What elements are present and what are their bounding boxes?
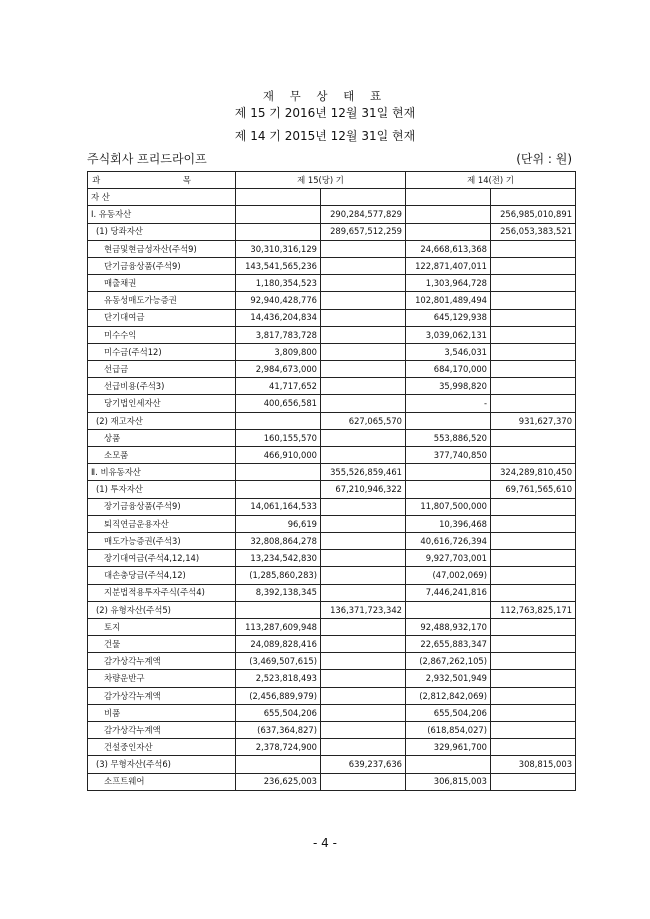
prior-detail-amount: - — [406, 395, 491, 412]
current-subtotal-amount: 289,657,512,259 — [321, 223, 406, 240]
prior-subtotal-amount — [491, 636, 576, 653]
current-detail-amount: 8,392,138,345 — [236, 584, 321, 601]
row-label: 단기대여금 — [88, 309, 236, 326]
current-subtotal-amount — [321, 275, 406, 292]
table-row — [88, 670, 576, 687]
current-subtotal-amount — [321, 584, 406, 601]
table-row — [88, 601, 576, 618]
current-subtotal-amount — [321, 257, 406, 274]
prior-subtotal-amount — [491, 687, 576, 704]
row-label: (1) 당좌자산 — [88, 223, 236, 240]
prior-subtotal-amount — [491, 429, 576, 446]
row-label: 선급금 — [88, 361, 236, 378]
current-subtotal-amount — [321, 636, 406, 653]
statement-title: 재 무 상 태 표 — [262, 89, 388, 103]
current-subtotal-amount — [321, 550, 406, 567]
row-label: 현금및현금성자산(주석9) — [88, 240, 236, 257]
prior-subtotal-amount — [491, 739, 576, 756]
current-detail-amount — [236, 223, 321, 240]
prior-subtotal-amount — [491, 550, 576, 567]
current-subtotal-amount — [321, 240, 406, 257]
prior-detail-amount — [406, 206, 491, 223]
prior-subtotal-amount — [491, 704, 576, 721]
current-subtotal-amount — [321, 343, 406, 360]
table-row — [88, 567, 576, 584]
current-detail-amount: 3,809,800 — [236, 343, 321, 360]
prior-detail-amount: 35,998,820 — [406, 378, 491, 395]
current-detail-amount — [236, 756, 321, 773]
prior-subtotal-amount — [491, 361, 576, 378]
table-row — [88, 722, 576, 739]
row-label: 단기금융상품(주석9) — [88, 257, 236, 274]
row-label: 토지 — [88, 618, 236, 635]
table-row — [88, 343, 576, 360]
current-detail-amount: 92,940,428,776 — [236, 292, 321, 309]
current-detail-amount: 400,656,581 — [236, 395, 321, 412]
prior-subtotal-amount: 324,289,810,450 — [491, 464, 576, 481]
prior-subtotal-amount: 69,761,565,610 — [491, 481, 576, 498]
prior-detail-amount: (2,867,262,105) — [406, 653, 491, 670]
prior-subtotal-amount — [491, 447, 576, 464]
current-detail-amount: 143,541,565,236 — [236, 257, 321, 274]
row-label: 당기법인세자산 — [88, 395, 236, 412]
row-label: (1) 투자자산 — [88, 481, 236, 498]
current-subtotal-amount — [321, 618, 406, 635]
current-subtotal-amount — [321, 309, 406, 326]
row-label: 감가상각누계액 — [88, 653, 236, 670]
prior-subtotal-amount — [491, 773, 576, 790]
current-subtotal-amount: 136,371,723,342 — [321, 601, 406, 618]
table-row — [88, 532, 576, 549]
prior-subtotal-amount — [491, 309, 576, 326]
prior-subtotal-amount — [491, 343, 576, 360]
current-subtotal-amount — [321, 739, 406, 756]
prior-detail-amount — [406, 464, 491, 481]
table-row — [88, 687, 576, 704]
table-row — [88, 395, 576, 412]
table-row — [88, 498, 576, 515]
row-label: 상품 — [88, 429, 236, 446]
table-row — [88, 361, 576, 378]
current-subtotal-amount — [321, 395, 406, 412]
row-label: 비품 — [88, 704, 236, 721]
prior-subtotal-amount — [491, 395, 576, 412]
prior-subtotal-amount: 931,627,370 — [491, 412, 576, 429]
current-detail-amount: 3,817,783,728 — [236, 326, 321, 343]
prior-detail-amount — [406, 481, 491, 498]
prior-subtotal-amount — [491, 240, 576, 257]
table-row — [88, 756, 576, 773]
prior-subtotal-amount — [491, 722, 576, 739]
current-subtotal-amount — [321, 687, 406, 704]
prior-subtotal-amount — [491, 498, 576, 515]
current-period-title: 제 15 기 2016년 12월 31일 현재 — [234, 106, 416, 120]
prior-subtotal-amount — [491, 618, 576, 635]
table-row — [88, 412, 576, 429]
prior-detail-amount: 10,396,468 — [406, 515, 491, 532]
prior-detail-amount: 22,655,883,347 — [406, 636, 491, 653]
current-detail-amount: 2,523,818,493 — [236, 670, 321, 687]
row-label: (2) 재고자산 — [88, 412, 236, 429]
prior-detail-amount: (47,002,069) — [406, 567, 491, 584]
current-detail-amount — [236, 189, 321, 206]
prior-subtotal-amount — [491, 189, 576, 206]
current-subtotal-amount — [321, 429, 406, 446]
row-label: 자 산 — [88, 189, 236, 206]
prior-detail-amount — [406, 412, 491, 429]
table-row — [88, 309, 576, 326]
table-row — [88, 257, 576, 274]
prior-subtotal-amount — [491, 584, 576, 601]
current-subtotal-amount — [321, 326, 406, 343]
current-detail-amount: 14,436,204,834 — [236, 309, 321, 326]
table-row — [88, 292, 576, 309]
row-label: 미수수익 — [88, 326, 236, 343]
prior-detail-amount — [406, 189, 491, 206]
row-label: 매도가능증권(주석3) — [88, 532, 236, 549]
current-detail-amount: 24,089,828,416 — [236, 636, 321, 653]
prior-subtotal-amount: 308,815,003 — [491, 756, 576, 773]
current-subtotal-amount — [321, 378, 406, 395]
prior-detail-amount: 7,446,241,816 — [406, 584, 491, 601]
prior-detail-amount: (2,812,842,069) — [406, 687, 491, 704]
current-detail-amount: 30,310,316,129 — [236, 240, 321, 257]
table-row — [88, 206, 576, 223]
prior-detail-amount — [406, 601, 491, 618]
header-item: 과 목 — [88, 172, 236, 189]
header-row — [88, 172, 576, 189]
current-subtotal-amount — [321, 189, 406, 206]
current-detail-amount — [236, 464, 321, 481]
table-row — [88, 464, 576, 481]
row-label: 매출채권 — [88, 275, 236, 292]
current-subtotal-amount: 290,284,577,829 — [321, 206, 406, 223]
prior-detail-amount: 122,871,407,011 — [406, 257, 491, 274]
table-row — [88, 447, 576, 464]
row-label: 건설중인자산 — [88, 739, 236, 756]
current-detail-amount: (637,364,827) — [236, 722, 321, 739]
prior-subtotal-amount — [491, 292, 576, 309]
table-row — [88, 739, 576, 756]
prior-detail-amount: 553,886,520 — [406, 429, 491, 446]
row-label: 감가상각누계액 — [88, 687, 236, 704]
row-label: Ⅰ. 유동자산 — [88, 206, 236, 223]
company-name: 주식회사 프리드라이프 — [87, 152, 207, 166]
prior-subtotal-amount: 256,985,010,891 — [491, 206, 576, 223]
table-row — [88, 481, 576, 498]
prior-detail-amount: (618,854,027) — [406, 722, 491, 739]
table-row — [88, 326, 576, 343]
table-row — [88, 515, 576, 532]
prior-detail-amount: 102,801,489,494 — [406, 292, 491, 309]
table-row — [88, 429, 576, 446]
current-detail-amount: (2,456,889,979) — [236, 687, 321, 704]
prior-detail-amount: 645,129,938 — [406, 309, 491, 326]
current-detail-amount: 13,234,542,830 — [236, 550, 321, 567]
current-subtotal-amount — [321, 532, 406, 549]
prior-subtotal-amount — [491, 275, 576, 292]
prior-subtotal-amount — [491, 532, 576, 549]
prior-detail-amount: 2,932,501,949 — [406, 670, 491, 687]
row-label: 퇴직연금운용자산 — [88, 515, 236, 532]
table-row — [88, 189, 576, 206]
current-detail-amount: 32,808,864,278 — [236, 532, 321, 549]
table-row — [88, 584, 576, 601]
row-label: 소모품 — [88, 447, 236, 464]
current-detail-amount: 1,180,354,523 — [236, 275, 321, 292]
row-label: (2) 유형자산(주석5) — [88, 601, 236, 618]
current-subtotal-amount — [321, 361, 406, 378]
current-detail-amount: 113,287,609,948 — [236, 618, 321, 635]
row-label: 차량운반구 — [88, 670, 236, 687]
row-label: 지분법적용투자주식(주석4) — [88, 584, 236, 601]
current-detail-amount: 655,504,206 — [236, 704, 321, 721]
prior-period-title: 제 14 기 2015년 12월 31일 현재 — [234, 129, 416, 143]
current-detail-amount: (1,285,860,283) — [236, 567, 321, 584]
current-subtotal-amount: 355,526,859,461 — [321, 464, 406, 481]
current-subtotal-amount: 67,210,946,322 — [321, 481, 406, 498]
table-row — [88, 704, 576, 721]
current-subtotal-amount: 627,065,570 — [321, 412, 406, 429]
current-subtotal-amount — [321, 773, 406, 790]
row-label: 선급비용(주석3) — [88, 378, 236, 395]
row-label: 장기금융상품(주석9) — [88, 498, 236, 515]
prior-subtotal-amount — [491, 515, 576, 532]
current-subtotal-amount — [321, 292, 406, 309]
current-subtotal-amount — [321, 515, 406, 532]
prior-detail-amount: 329,961,700 — [406, 739, 491, 756]
prior-detail-amount: 24,668,613,368 — [406, 240, 491, 257]
prior-subtotal-amount — [491, 670, 576, 687]
current-detail-amount: 236,625,003 — [236, 773, 321, 790]
prior-detail-amount: 1,303,964,728 — [406, 275, 491, 292]
current-detail-amount — [236, 601, 321, 618]
row-label: 감가상각누계액 — [88, 722, 236, 739]
table-row — [88, 653, 576, 670]
table-row — [88, 618, 576, 635]
table-row — [88, 275, 576, 292]
prior-subtotal-amount — [491, 326, 576, 343]
current-detail-amount: 466,910,000 — [236, 447, 321, 464]
prior-detail-amount: 377,740,850 — [406, 447, 491, 464]
current-detail-amount: (3,469,507,615) — [236, 653, 321, 670]
current-subtotal-amount — [321, 498, 406, 515]
prior-subtotal-amount — [491, 378, 576, 395]
row-label: 미수금(주석12) — [88, 343, 236, 360]
prior-detail-amount: 3,039,062,131 — [406, 326, 491, 343]
prior-subtotal-amount — [491, 257, 576, 274]
current-detail-amount — [236, 412, 321, 429]
prior-subtotal-amount: 256,053,383,521 — [491, 223, 576, 240]
current-subtotal-amount — [321, 722, 406, 739]
prior-detail-amount — [406, 756, 491, 773]
row-label: Ⅱ. 비유동자산 — [88, 464, 236, 481]
current-detail-amount: 160,155,570 — [236, 429, 321, 446]
prior-detail-amount: 9,927,703,001 — [406, 550, 491, 567]
current-detail-amount — [236, 206, 321, 223]
row-label: 건물 — [88, 636, 236, 653]
current-subtotal-amount: 639,237,636 — [321, 756, 406, 773]
table-row — [88, 223, 576, 240]
unit-label: (단위 : 원) — [516, 152, 572, 166]
table-row — [88, 240, 576, 257]
prior-detail-amount: 684,170,000 — [406, 361, 491, 378]
table-row — [88, 636, 576, 653]
prior-detail-amount: 306,815,003 — [406, 773, 491, 790]
current-detail-amount: 14,061,164,533 — [236, 498, 321, 515]
prior-subtotal-amount — [491, 653, 576, 670]
row-label: 대손충당금(주석4,12) — [88, 567, 236, 584]
prior-subtotal-amount — [491, 567, 576, 584]
current-detail-amount: 96,619 — [236, 515, 321, 532]
table-row — [88, 550, 576, 567]
prior-detail-amount — [406, 223, 491, 240]
header-prior-period: 제 14(전) 기 — [406, 172, 576, 189]
prior-detail-amount: 655,504,206 — [406, 704, 491, 721]
table-row — [88, 773, 576, 790]
page-number: - 4 - — [313, 836, 337, 850]
current-subtotal-amount — [321, 447, 406, 464]
balance-sheet-table — [87, 171, 576, 791]
prior-detail-amount: 11,807,500,000 — [406, 498, 491, 515]
row-label: 소프트웨어 — [88, 773, 236, 790]
current-detail-amount: 2,984,673,000 — [236, 361, 321, 378]
prior-detail-amount: 92,488,932,170 — [406, 618, 491, 635]
prior-detail-amount: 3,546,031 — [406, 343, 491, 360]
current-detail-amount: 2,378,724,900 — [236, 739, 321, 756]
current-detail-amount — [236, 481, 321, 498]
prior-detail-amount: 40,616,726,394 — [406, 532, 491, 549]
header-current-period: 제 15(당) 기 — [236, 172, 406, 189]
current-detail-amount: 41,717,652 — [236, 378, 321, 395]
row-label: 장기대여금(주석4,12,14) — [88, 550, 236, 567]
current-subtotal-amount — [321, 653, 406, 670]
current-subtotal-amount — [321, 704, 406, 721]
row-label: (3) 무형자산(주석6) — [88, 756, 236, 773]
row-label: 유동성매도가능증권 — [88, 292, 236, 309]
current-subtotal-amount — [321, 670, 406, 687]
current-subtotal-amount — [321, 567, 406, 584]
table-row — [88, 378, 576, 395]
prior-subtotal-amount: 112,763,825,171 — [491, 601, 576, 618]
